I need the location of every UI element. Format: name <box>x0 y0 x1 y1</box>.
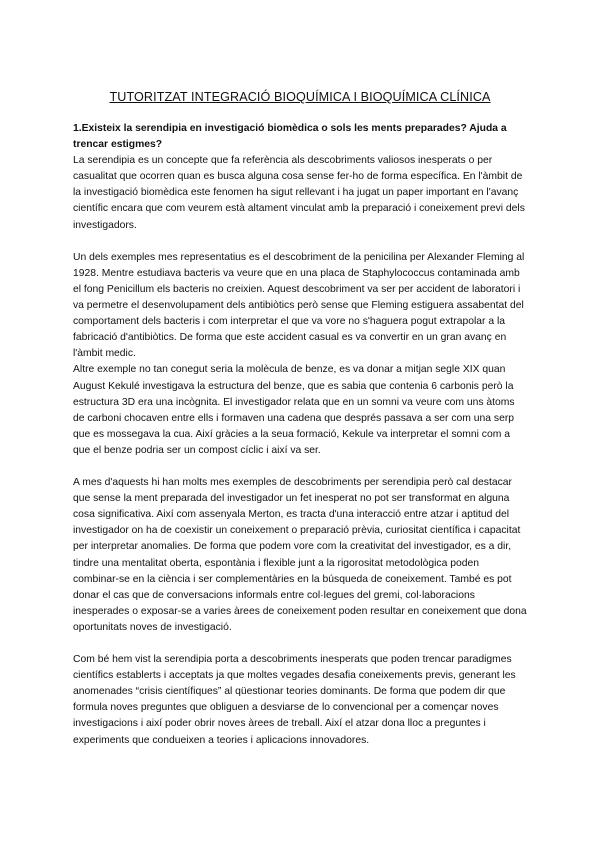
paragraph-gap <box>73 234 527 250</box>
paragraph-intro: La serendipia es un concepte que fa referència als descobriments valiosos inesperats o per casualitat que ocorren quan es busca alguna cosa sense fer-ho de forma específica. En l'àmbit de la investigació biomèdica este fenomen ha sigut rellevant i ha jugat un paper important en l'avanç científic encara que com veurem està altament vinculat amb la preparació i coneixement previ dels investigadors. <box>73 155 525 231</box>
document-title: TUTORITZAT INTEGRACIÓ BIOQUÍMICA I BIOQUÍMICA CLÍNICA <box>109 90 491 104</box>
paragraph-gap <box>73 636 527 652</box>
document-body <box>73 121 527 749</box>
paragraph-benzene: Altre exemple no tan conegut seria la molècula de benze, es va donar a mitjan segle XIX quan August Kekulé investigava la estructura del benze, que es sabia que contenia 6 carbonis però la estructura 3D era una incògnita. El investigador relata que en un somni va veure com uns àtoms de carboni chocaven entre ells i formaven una cadena que després passava a ser com una serp que es mossegava la cua. Així gràcies a la seua formació, Kekule va interpretar el somni com a que el benze podria ser un compost cíclic i així va ser. <box>73 364 515 456</box>
paragraph-gap <box>73 459 527 475</box>
question-heading: 1.Existeix la serendipia en investigació biomèdica o sols les ments preparades? Ajuda a trencar estigmes? <box>73 123 507 151</box>
paragraph-penicillin: Un dels exemples mes representatius es el descobriment de la penicilina per Alexander Fleming al 1928. Mentre estudiava bacteris va veure que en una placa de Staphylococcus contaminada amb el fong Penicillum els bacteris no creixien. Aquest descobriment va ser per accident de laboratori i va permetre el desenvolupament dels antibiòtics però sense que Fleming estiguera assabentat del comportament dels bacteris i com interpretar el que va vore no s'haguera pogut extrapolar a la fabricació d'antibiòtics. De forma que este accident casual es va convertir en un gran avanç en l'àmbit medic. <box>73 251 525 360</box>
paragraph-conclusion: Com bé hem vist la serendipia porta a descobriments inesperats que poden trencar paradigmes científics establerts i acceptats ja que moltes vegades desafia coneixements previs, generant les anomenades “crisis científiques” al qüestionar teories dominants. De forma que podem dir que formula noves preguntes que obliguen a desviarse de lo convencional per a començar noves investigacions i així poder obrir noves àrees de treball. Així el atzar dona lloc a preguntes i experiments que condueixen a teories i aplicacions innovadores. <box>73 654 516 746</box>
paragraph-prepared-mind: A mes d'aquests hi han molts mes exemples de descobriments per serendipia però cal destacar que sense la ment preparada del investigador un fet inesperat no pot ser transformat en alguna cosa significativa. Així com assenyala Merton, es tracta d'una interacció entre atzar i aptitud del investigador on ha de coexistir un coneixement o preparació prèvia, curiositat científica i capacitat per interpretar anomalies. De forma que podem vore com la creativitat del investigador, es a dir, tindre una mentalitat oberta, espontània i flexible junt a la rigorositat metodològica poden combinar-se en la ciència i ser complementàries en la búsqueda de coneixement. També es pot donar el cas que de conversacions informals entre col·legues del gremi, col·laboracions inesperades o exposar-se a varies àrees de coneixement poden resultar en coneixement que dona oportunitats noves de investigació. <box>73 477 527 633</box>
